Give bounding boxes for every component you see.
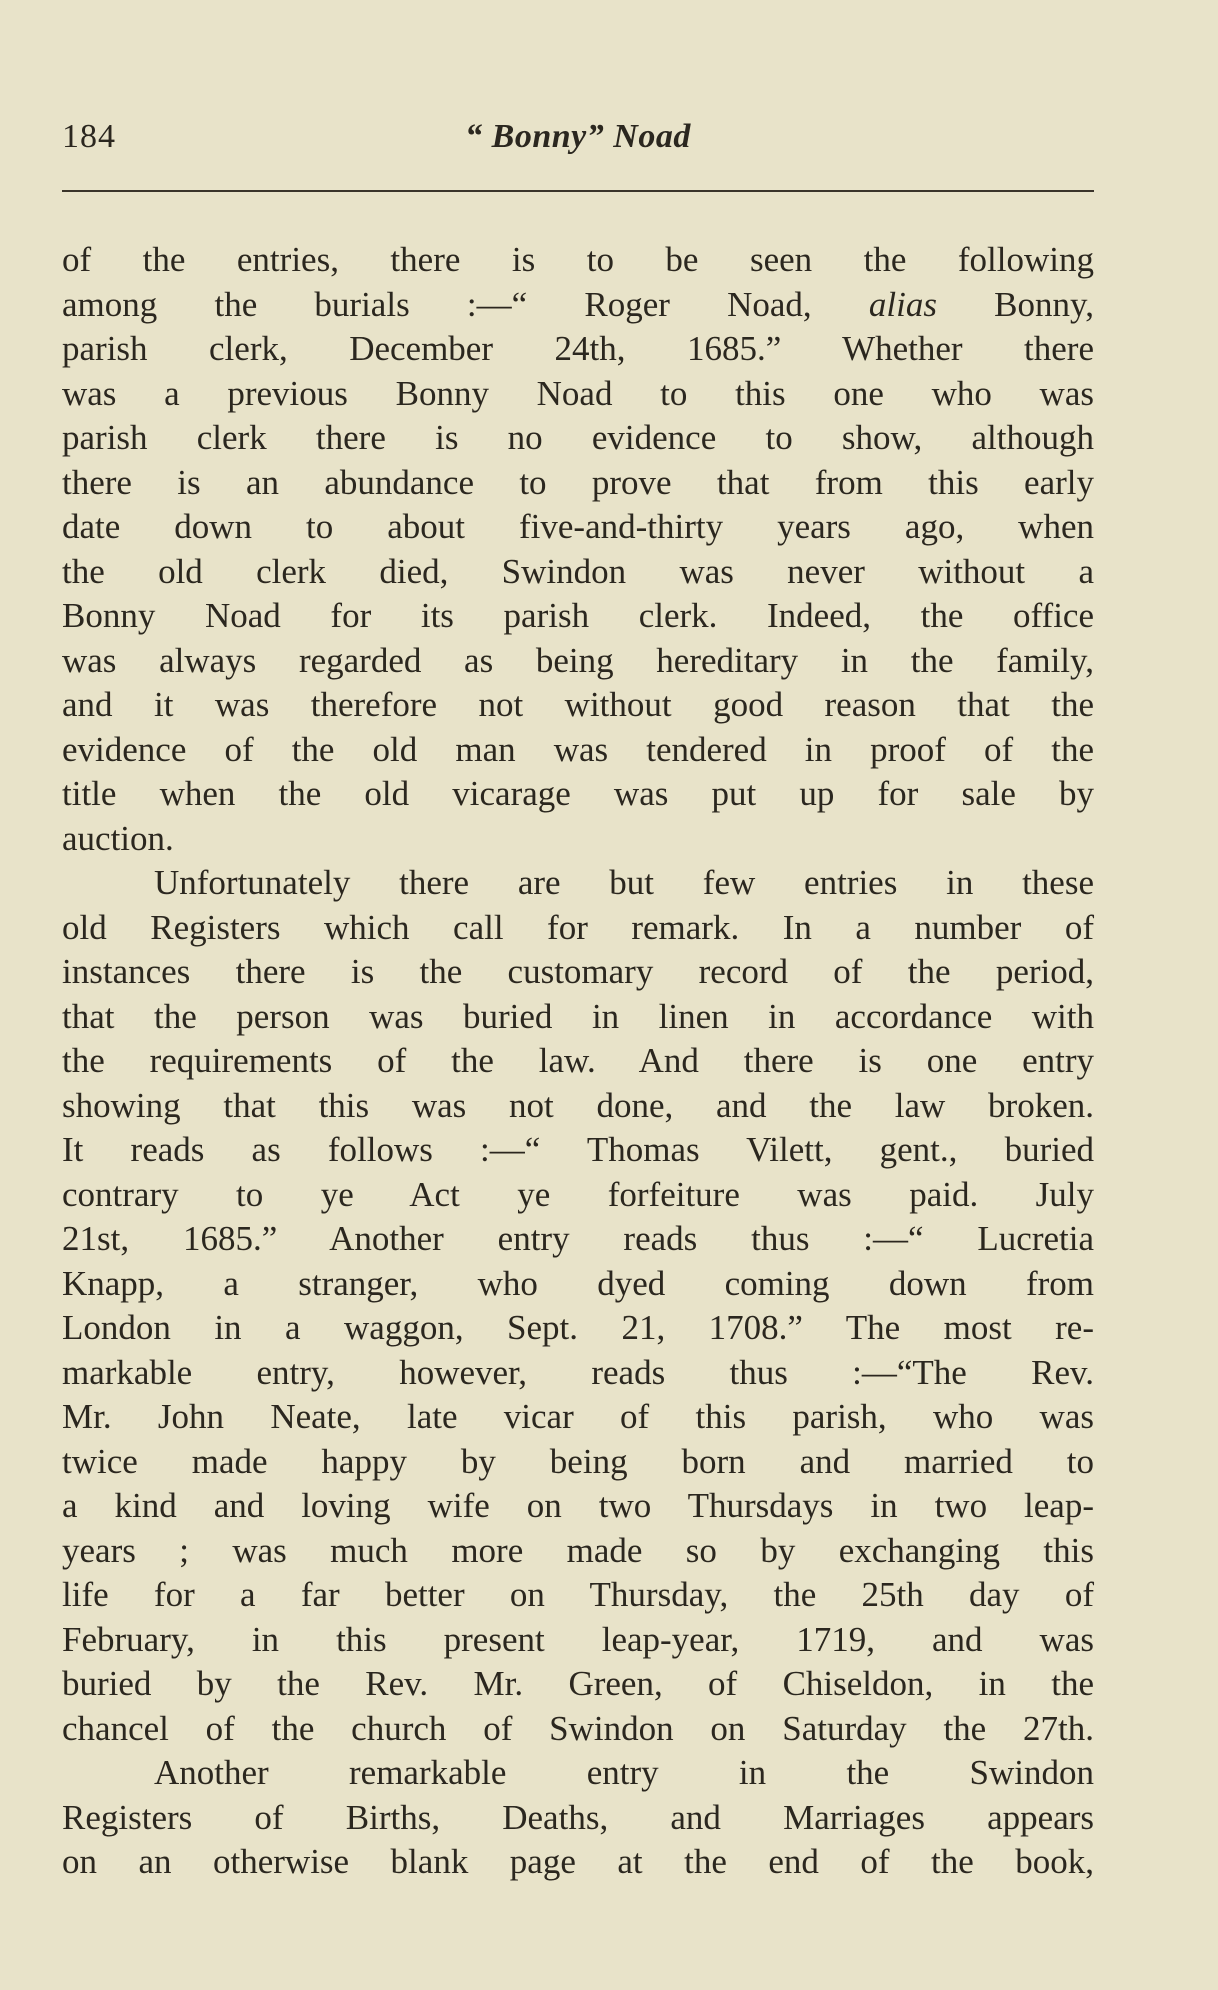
body-text — [62, 238, 1094, 1885]
italic-word: alias — [868, 284, 937, 324]
text-line: old Registers which call for remark. In a number of — [62, 907, 1094, 947]
running-title: “ Bonny” Noad — [465, 118, 691, 155]
text-line: there is an abundance to prove that from this early — [62, 462, 1094, 502]
text-line: of the entries, there is to be seen the following — [62, 240, 1094, 279]
text-line: 21st, 1685.” Another entry reads thus :—“ Lucretia — [62, 1219, 1094, 1258]
text-line: the old clerk died, Swindon was never without a — [62, 551, 1094, 591]
text-line: evidence of the old man was tendered in proof of the — [62, 729, 1094, 769]
text-line: was always regarded as being hereditary in the family, — [62, 640, 1094, 680]
running-head — [62, 118, 1094, 170]
text-line: on an otherwise blank page at the end of the book, — [62, 1842, 1094, 1881]
text-line: London in a waggon, Sept. 21, 1708.” The most re- — [62, 1308, 1094, 1347]
text-line: Knapp, a stranger, who dyed coming down from — [62, 1263, 1094, 1303]
text-line: Bonny Noad for its parish clerk. Indeed, the office — [62, 596, 1094, 635]
text-line: parish clerk there is no evidence to show, although — [62, 418, 1094, 457]
text-line: a kind and loving wife on two Thursdays in two leap- — [62, 1486, 1094, 1525]
text-line: markable entry, however, reads thus :—“The Rev. — [62, 1352, 1094, 1392]
page-number: 184 — [62, 118, 116, 155]
header-rule — [62, 190, 1094, 192]
text-line: instances there is the customary record of the period, — [62, 952, 1094, 991]
text-line: life for a far better on Thursday, the 25th day of — [62, 1575, 1094, 1614]
text-line: twice made happy by being born and married to — [62, 1441, 1094, 1481]
text-line: the requirements of the law. And there is one entry — [62, 1041, 1094, 1080]
text-line: Mr. John Neate, late vicar of this parish, who was — [62, 1397, 1094, 1436]
text-line: date down to about five-and-thirty years ago, when — [62, 507, 1094, 546]
text-line: Unfortunately there are but few entries in these — [154, 863, 1094, 902]
text-line: among the burials :—“ Roger Noad, alias Bonny, — [62, 284, 1094, 324]
text-line: contrary to ye Act ye forfeiture was paid. July — [62, 1174, 1094, 1214]
text-line: chancel of the church of Swindon on Saturday the 27th. — [62, 1708, 1094, 1748]
text-line: parish clerk, December 24th, 1685.” Whether there — [62, 329, 1094, 368]
text-line: years ; was much more made so by exchanging this — [62, 1530, 1094, 1570]
text-line: buried by the Rev. Mr. Green, of Chiseldon, in the — [62, 1664, 1094, 1703]
text-line: showing that this was not done, and the law broken. — [62, 1085, 1094, 1125]
text-line: February, in this present leap-year, 1719, and was — [62, 1619, 1094, 1659]
text-line: It reads as follows :—“ Thomas Vilett, gent., buried — [62, 1130, 1094, 1169]
text-line: Another remarkable entry in the Swindon — [154, 1753, 1094, 1792]
text-line: title when the old vicarage was put up for sale by — [62, 774, 1094, 813]
text-line: Registers of Births, Deaths, and Marriages appears — [62, 1797, 1094, 1837]
text-line: was a previous Bonny Noad to this one who was — [62, 373, 1094, 413]
text-line: auction. — [62, 818, 174, 858]
text-line: that the person was buried in linen in accordance with — [62, 996, 1094, 1036]
text-line: and it was therefore not without good reason that the — [62, 685, 1094, 724]
